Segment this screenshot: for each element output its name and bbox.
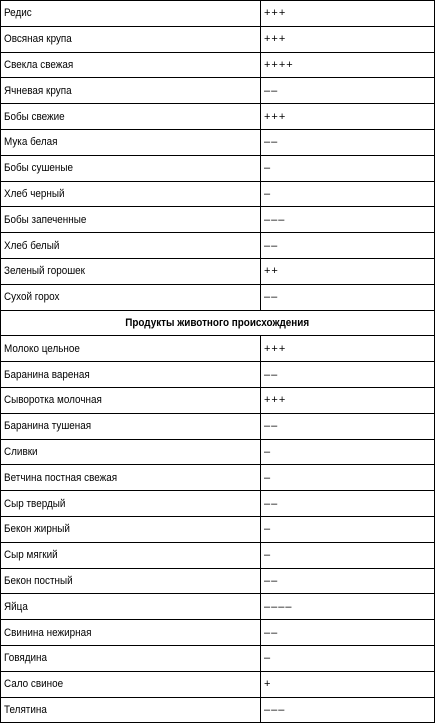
table-row [1, 594, 435, 620]
product-name-cell [1, 104, 261, 130]
table-row [1, 284, 435, 310]
rating-cell [261, 413, 435, 439]
rating-mark: ––– [264, 213, 286, 226]
rating-cell [261, 620, 435, 646]
product-name-cell [1, 594, 261, 620]
rating-mark: –– [264, 239, 279, 252]
product-name-cell [1, 155, 261, 181]
rating-mark: +++ [264, 110, 287, 123]
table-row [1, 439, 435, 465]
product-name-cell [1, 645, 261, 671]
product-name-cell [1, 620, 261, 646]
product-name: Овсяная крупа [4, 33, 72, 46]
product-name: Свинина нежирная [4, 626, 92, 639]
rating-cell [261, 362, 435, 388]
product-name-cell [1, 336, 261, 362]
rating-mark: – [264, 652, 272, 665]
rating-cell [261, 207, 435, 233]
product-name-cell [1, 671, 261, 697]
rating-mark: –– [264, 420, 279, 433]
rating-cell [261, 568, 435, 594]
table-row [1, 1, 435, 27]
table-row [1, 645, 435, 671]
table-row [1, 129, 435, 155]
rating-mark: +++ [264, 394, 287, 407]
rating-mark: –––– [264, 600, 293, 613]
table-row [1, 336, 435, 362]
product-name-cell [1, 413, 261, 439]
product-name: Бекон жирный [4, 523, 70, 536]
rating-cell [261, 284, 435, 310]
rating-cell [261, 542, 435, 568]
rating-cell [261, 491, 435, 517]
table-row [1, 620, 435, 646]
product-name-cell [1, 52, 261, 78]
product-name-cell [1, 26, 261, 52]
rating-mark: ––– [264, 703, 286, 716]
rating-cell [261, 516, 435, 542]
product-name: Яйца [4, 600, 28, 613]
product-name-cell [1, 1, 261, 27]
rating-cell [261, 52, 435, 78]
rating-mark: –– [264, 368, 279, 381]
table-row [1, 542, 435, 568]
table-row [1, 465, 435, 491]
product-name-cell [1, 258, 261, 284]
rating-mark: +++ [264, 33, 287, 46]
rating-mark: ++ [264, 265, 279, 278]
table-row [1, 207, 435, 233]
product-name-cell [1, 233, 261, 259]
rating-mark: –– [264, 497, 279, 510]
product-name: Бобы сушеные [4, 162, 73, 175]
product-name-cell [1, 78, 261, 104]
rating-mark: ++++ [264, 58, 294, 71]
product-name: Баранина вареная [4, 368, 90, 381]
rating-cell [261, 26, 435, 52]
product-name: Сыр мягкий [4, 549, 58, 562]
table-row [1, 697, 435, 723]
product-name-cell [1, 129, 261, 155]
rating-mark: – [264, 549, 272, 562]
product-name: Мука белая [4, 136, 58, 149]
product-name-cell [1, 362, 261, 388]
rating-cell [261, 129, 435, 155]
rating-mark: + [264, 678, 272, 691]
product-name-cell [1, 465, 261, 491]
product-name-cell [1, 516, 261, 542]
product-name: Сливки [4, 445, 38, 458]
table-row [1, 104, 435, 130]
product-name-cell [1, 491, 261, 517]
product-name: Ветчина постная свежая [4, 471, 118, 484]
table-row [1, 181, 435, 207]
table-row [1, 26, 435, 52]
product-name: Сало свиное [4, 678, 64, 691]
rating-cell [261, 1, 435, 27]
product-name: Бобы запеченные [4, 213, 87, 226]
rating-cell [261, 104, 435, 130]
rating-cell [261, 258, 435, 284]
table-row [1, 155, 435, 181]
rating-cell [261, 645, 435, 671]
rating-mark: –– [264, 136, 279, 149]
product-name-cell [1, 568, 261, 594]
rating-cell [261, 697, 435, 723]
product-name-cell [1, 284, 261, 310]
rating-cell [261, 155, 435, 181]
table-row [1, 671, 435, 697]
product-name: Бобы свежие [4, 110, 65, 123]
product-name: Баранина тушеная [4, 420, 92, 433]
product-name: Зеленый горошек [4, 265, 85, 278]
rating-mark: +++ [264, 342, 287, 355]
product-name-cell [1, 387, 261, 413]
product-name: Сыр твердый [4, 497, 66, 510]
product-name: Редис [4, 7, 32, 20]
table-row [1, 362, 435, 388]
section-header-row [1, 310, 435, 336]
rating-cell [261, 671, 435, 697]
rating-mark: –– [264, 84, 279, 97]
product-name-cell [1, 439, 261, 465]
section-title-text: Продукты животного происхождения [125, 316, 310, 329]
product-name-cell [1, 697, 261, 723]
product-name: Хлеб черный [4, 187, 65, 200]
product-name: Сыворотка молочная [4, 394, 102, 407]
product-name: Хлеб белый [4, 239, 60, 252]
product-name: Бекон постный [4, 574, 73, 587]
section-title [1, 310, 435, 336]
product-name-cell [1, 207, 261, 233]
table-row [1, 516, 435, 542]
product-name: Телятина [4, 703, 47, 716]
product-name: Ячневая крупа [4, 84, 72, 97]
rating-mark: –– [264, 626, 279, 639]
rating-cell [261, 78, 435, 104]
rating-mark: +++ [264, 7, 287, 20]
rating-mark: – [264, 445, 272, 458]
product-name: Сухой горох [4, 291, 60, 304]
rating-cell [261, 439, 435, 465]
product-name-cell [1, 181, 261, 207]
rating-mark: –– [264, 574, 279, 587]
product-name: Молоко цельное [4, 342, 80, 355]
rating-mark: –– [264, 291, 279, 304]
rating-cell [261, 181, 435, 207]
table-row [1, 568, 435, 594]
product-name: Свекла свежая [4, 58, 74, 71]
table-row [1, 233, 435, 259]
rating-mark: – [264, 523, 272, 536]
table-row [1, 491, 435, 517]
rating-mark: – [264, 471, 272, 484]
rating-cell [261, 233, 435, 259]
rating-mark: – [264, 187, 272, 200]
rating-mark: – [264, 162, 272, 175]
table-row [1, 258, 435, 284]
rating-cell [261, 465, 435, 491]
table-row [1, 413, 435, 439]
rating-cell [261, 387, 435, 413]
rating-cell [261, 336, 435, 362]
product-name: Говядина [4, 652, 48, 665]
rating-cell [261, 594, 435, 620]
product-name-cell [1, 542, 261, 568]
table-row [1, 387, 435, 413]
table-body [1, 1, 435, 723]
table-row [1, 52, 435, 78]
table-row [1, 78, 435, 104]
